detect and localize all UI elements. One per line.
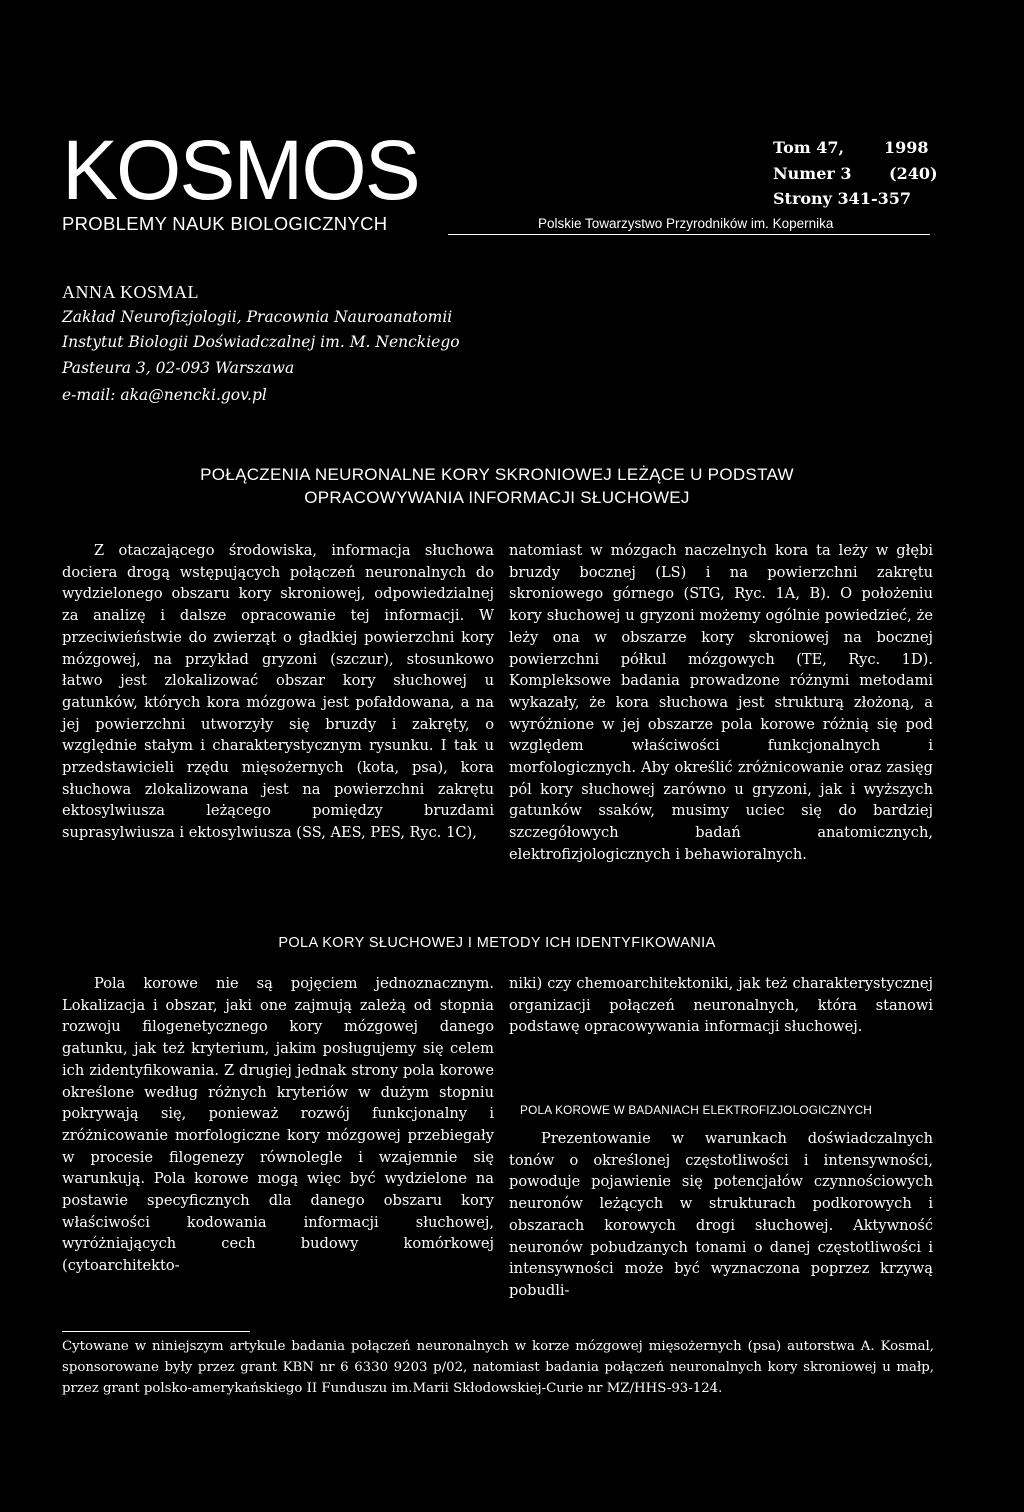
paragraph: Pola korowe nie są pojęciem jednoznacznym. Lokalizacja i obszar, jaki one zajmują zależą od stopnia rozwoju filogenetycznego kory mózgowej danego gatunku, jak też kryterium, jakim posługujemy się celem ich zidentyfikowania. Z drugiej jednak strony pola korowe określone według różnych kryteriów w dużym stopniu pokrywają się, ponieważ rozwój funkcjonalny i zróżnicowanie morfologiczne kory mózgowej przebiegały w procesie filogenezy równolegle i wzajemnie się warunkują. Pola korowe mogą więc być wydzielone na postawie specyficznych dla danego obszaru kory właściwości kodowania informacji słuchowej, wyróżniających cech budowy komórkowej (cytoarchitekto- [62,975,494,1275]
author-name: ANNA KOSMAL [62,282,200,302]
paragraph: Z otaczającego środowiska, informacja słuchowa dociera drogą wstępujących połączeń neuronalnych do wydzielonego obszaru kory skroniowej, odpowiedzialnej za analizę i dalsze opracowanie tej informacji. W przeciwieństwie do zwierząt o gładkiej powierzchni kory mózgowej, na przykład gryzoni (szczur), stosunkowo łatwo jest zlokalizować obszar kory słuchowej u gatunków, których kora mózgowa jest pofałdowana, a na jej powierzchni utworzyły się bruzdy i zakręty, o względnie stałym i charakterystycznym rysunku. I tak u przedstawicieli rzędu mięsożernych (kota, psa), kora słuchowa zlokalizowana jest na powierzchni zakrętu ektosylwiusza leżącego pomiędzy bruzdami suprasylwiusza i ektosylwiusza (SS, AES, PES, Ryc. 1C), [62,542,494,842]
volume-year: 1998 [884,138,929,157]
section-column-right [509,973,933,1038]
journal-subtitle: PROBLEMY NAUK BIOLOGICZNYCH [62,213,388,234]
section-column-left [62,973,494,1277]
publisher-society: Polskie Towarzystwo Przyrodników im. Kopernika [538,216,834,231]
paragraph: Prezentowanie w warunkach doświadczalnych tonów o określonej częstotliwości i intensywności, powoduje pojawienie się potencjałów czynnościowych neuronów leżących w strukturach podkorowych i obszarach korowych drogi słuchowej. Aktywność neuronów pobudzanych tonami o danej częstotliwości i intensywności może być wyznaczona poprzez krzywą pobudli- [509,1130,933,1299]
header-rule [448,234,930,235]
paragraph: niki) czy chemoarchitektoniki, jak też charakterystycznej organizacji połączeń neuronalnych, która stanowi podstawę opracowywania informacji słuchowej. [509,975,933,1036]
issue-number-value: (240) [889,164,938,183]
affiliation-line: Zakład Neurofizjologii, Pracownia Nauroanatomii [62,308,453,326]
affiliation-line: Pasteura 3, 02-093 Warszawa [62,359,295,377]
volume-label: Tom 47, [773,138,845,157]
footnote-text: Cytowane w niniejszym artykule badania połączeń neuronalnych w korze mózgowej mięsożernych (psa) autorstwa A. Kosmal, sponsorowane były przez grant KBN nr 6 6330 9203 p/02, natomiast badania połączeń neuronalnych kory skroniowej u małp, przez grant polsko-amerykańskiego II Funduszu im.Marii Skłodowskiej-Curie nr MZ/HHS-93-124. [62,1339,934,1396]
subsection-column-right [509,1128,933,1302]
issue-number-label: Numer 3 [773,164,852,183]
intro-column-left [62,540,494,844]
paragraph: natomiast w mózgach naczelnych kora ta leży w głębi bruzdy bocznej (LS) i na powierzchni zakrętu skroniowego górnego (STG, Ryc. 1A, B). O położeniu kory słuchowej u gryzoni możemy ogólnie powiedzieć, że leży ona w obszarze kory skroniowej na bocznej powierzchni półkul mózgowych (TE, Ryc. 1D). Kompleksowe badania prowadzone różnymi metodami wykazały, że kora słuchowa jest strukturą złożoną, a wyróżnione w jej obszarze pola korowe różnią się pod względem właściwości funkcjonalnych i morfologicznych. Aby określić zróżnicowanie oraz zasięg pól kory słuchowej zarówno u gryzoni, jak i wyższych gatunków ssaków, musimy uciec się do bardziej szczegółowych badań anatomicznych, elektrofizjologicznych i behawioralnych. [509,542,933,863]
footnote [62,1336,934,1399]
article-title-line: OPRACOWYWANIA INFORMACJI SŁUCHOWEJ [304,488,690,507]
footnote-rule [62,1331,250,1332]
section-heading: POLA KORY SŁUCHOWEJ I METODY ICH IDENTYFIKOWANIA [278,935,716,951]
page-range: Strony 341-357 [773,189,911,208]
article-title-line: POŁĄCZENIA NEURONALNE KORY SKRONIOWEJ LEŻĄCE U PODSTAW [200,465,794,484]
subsection-heading: POLA KOROWE W BADANIACH ELEKTROFIZJOLOGICZNYCH [520,1103,873,1117]
intro-column-right [509,540,933,866]
journal-logo: KOSMOS [62,123,419,217]
affiliation-line: Instytut Biologii Doświadczalnej im. M. Nenckiego [62,333,460,351]
author-email: e-mail: aka@nencki.gov.pl [62,386,267,404]
